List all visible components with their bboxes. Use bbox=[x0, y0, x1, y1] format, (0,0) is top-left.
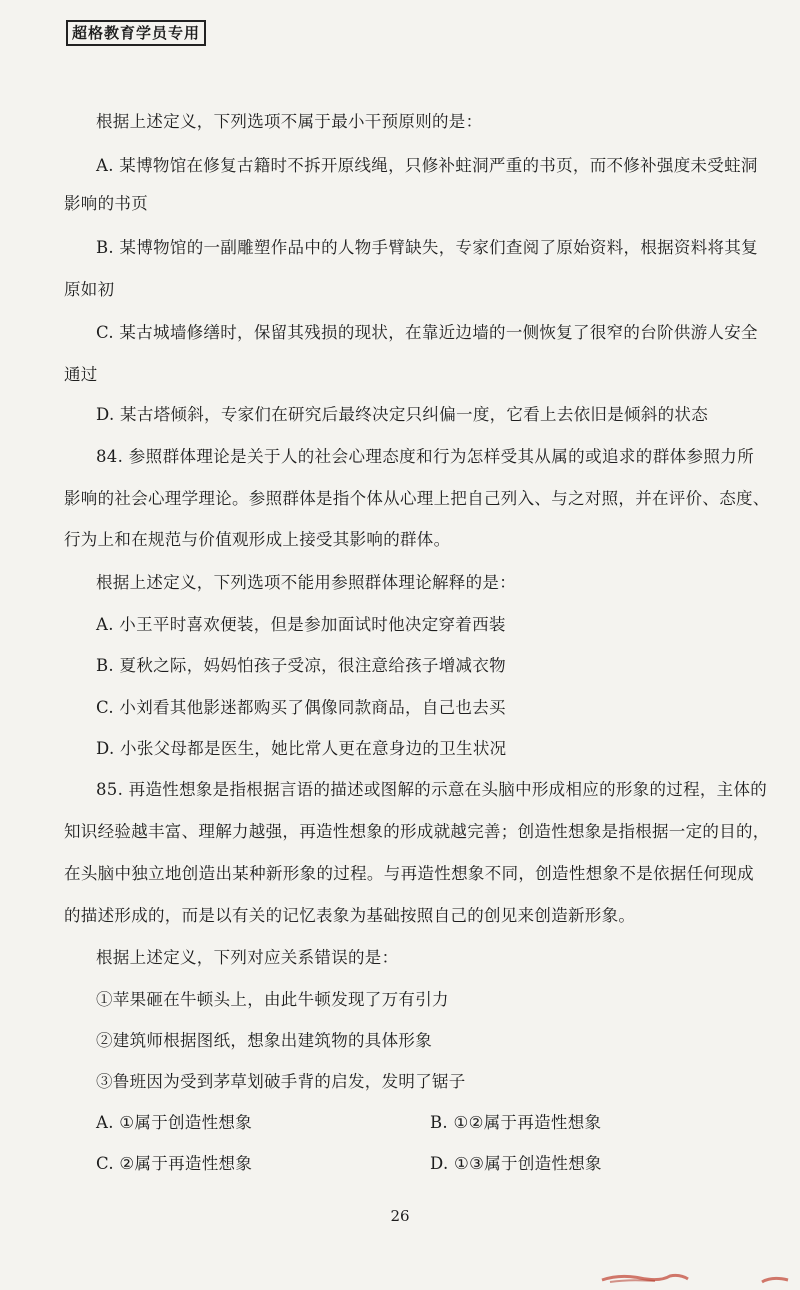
q85-stem-line4: 的描述形成的，而是以有关的记忆表象为基础按照自己的创见来创造新形象。 bbox=[64, 906, 636, 925]
q85-option-a: A. ①属于创造性想象 bbox=[96, 1113, 252, 1132]
q83-option-a-line1: A. 某博物馆在修复古籍时不拆开原线绳，只修补蛀洞严重的书页，而不修补强度未受蛀洞 bbox=[96, 156, 758, 175]
q84-stem-line1: 84. 参照群体理论是关于人的社会心理态度和行为怎样受其从属的或追求的群体参照力所 bbox=[96, 447, 754, 466]
page-number: 26 bbox=[390, 1207, 410, 1225]
user-stamp: 超格教育学员专用 bbox=[66, 20, 206, 46]
q85-item-2: ②建筑师根据图纸，想象出建筑物的具体形象 bbox=[96, 1031, 432, 1050]
q84-stem-line2: 影响的社会心理学理论。参照群体是指个体从心理上把自己列入、与之对照，并在评价、态度、 bbox=[64, 489, 770, 508]
q83-option-c-line2: 通过 bbox=[64, 365, 98, 384]
q85-stem-line1: 85. 再造性想象是指根据言语的描述或图解的示意在头脑中形成相应的形象的过程，主体的 bbox=[96, 780, 768, 799]
q84-option-a: A. 小王平时喜欢便装，但是参加面试时他决定穿着西装 bbox=[96, 615, 506, 634]
q85-item-3: ③鲁班因为受到茅草划破手背的启发，发明了锯子 bbox=[96, 1072, 466, 1091]
q85-item-1: ①苹果砸在牛顿头上，由此牛顿发现了万有引力 bbox=[96, 990, 449, 1009]
q85-stem-line3: 在头脑中独立地创造出某种新形象的过程。与再造性想象不同，创造性想象不是依据任何现成 bbox=[64, 864, 754, 883]
q85-stem-line2: 知识经验越丰富、理解力越强，再造性想象的形成就越完善；创造性想象是指根据一定的目的， bbox=[64, 822, 770, 841]
q83-option-c-line1: C. 某古城墙修缮时，保留其残损的现状，在靠近边墙的一侧恢复了很窄的台阶供游人安全 bbox=[96, 323, 758, 342]
q84-option-c: C. 小刘看其他影迷都购买了偶像同款商品，自己也去买 bbox=[96, 698, 506, 717]
q84-prompt: 根据上述定义，下列选项不能用参照群体理论解释的是： bbox=[96, 573, 516, 592]
q85-option-b: B. ①②属于再造性想象 bbox=[430, 1113, 602, 1132]
q84-stem-line3: 行为上和在规范与价值观形成上接受其影响的群体。 bbox=[64, 530, 451, 549]
q83-option-b-line1: B. 某博物馆的一副雕塑作品中的人物手臂缺失，专家们查阅了原始资料，根据资料将其复 bbox=[96, 238, 758, 257]
q84-option-d: D. 小张父母都是医生，她比常人更在意身边的卫生状况 bbox=[96, 739, 507, 758]
red-ink-mark bbox=[760, 1274, 790, 1286]
q83-option-d: D. 某古塔倾斜，专家们在研究后最终决定只纠偏一度，它看上去依旧是倾斜的状态 bbox=[96, 405, 709, 424]
red-ink-smudge bbox=[600, 1270, 690, 1284]
q85-prompt: 根据上述定义，下列对应关系错误的是： bbox=[96, 948, 399, 967]
q84-option-b: B. 夏秋之际，妈妈怕孩子受凉，很注意给孩子增减衣物 bbox=[96, 656, 506, 675]
q83-option-b-line2: 原如初 bbox=[64, 280, 115, 299]
q85-option-c: C. ②属于再造性想象 bbox=[96, 1154, 253, 1173]
q85-option-d: D. ①③属于创造性想象 bbox=[430, 1154, 602, 1173]
q83-option-a-line2: 影响的书页 bbox=[64, 194, 148, 213]
q83-prompt: 根据上述定义，下列选项不属于最小干预原则的是： bbox=[96, 112, 483, 131]
